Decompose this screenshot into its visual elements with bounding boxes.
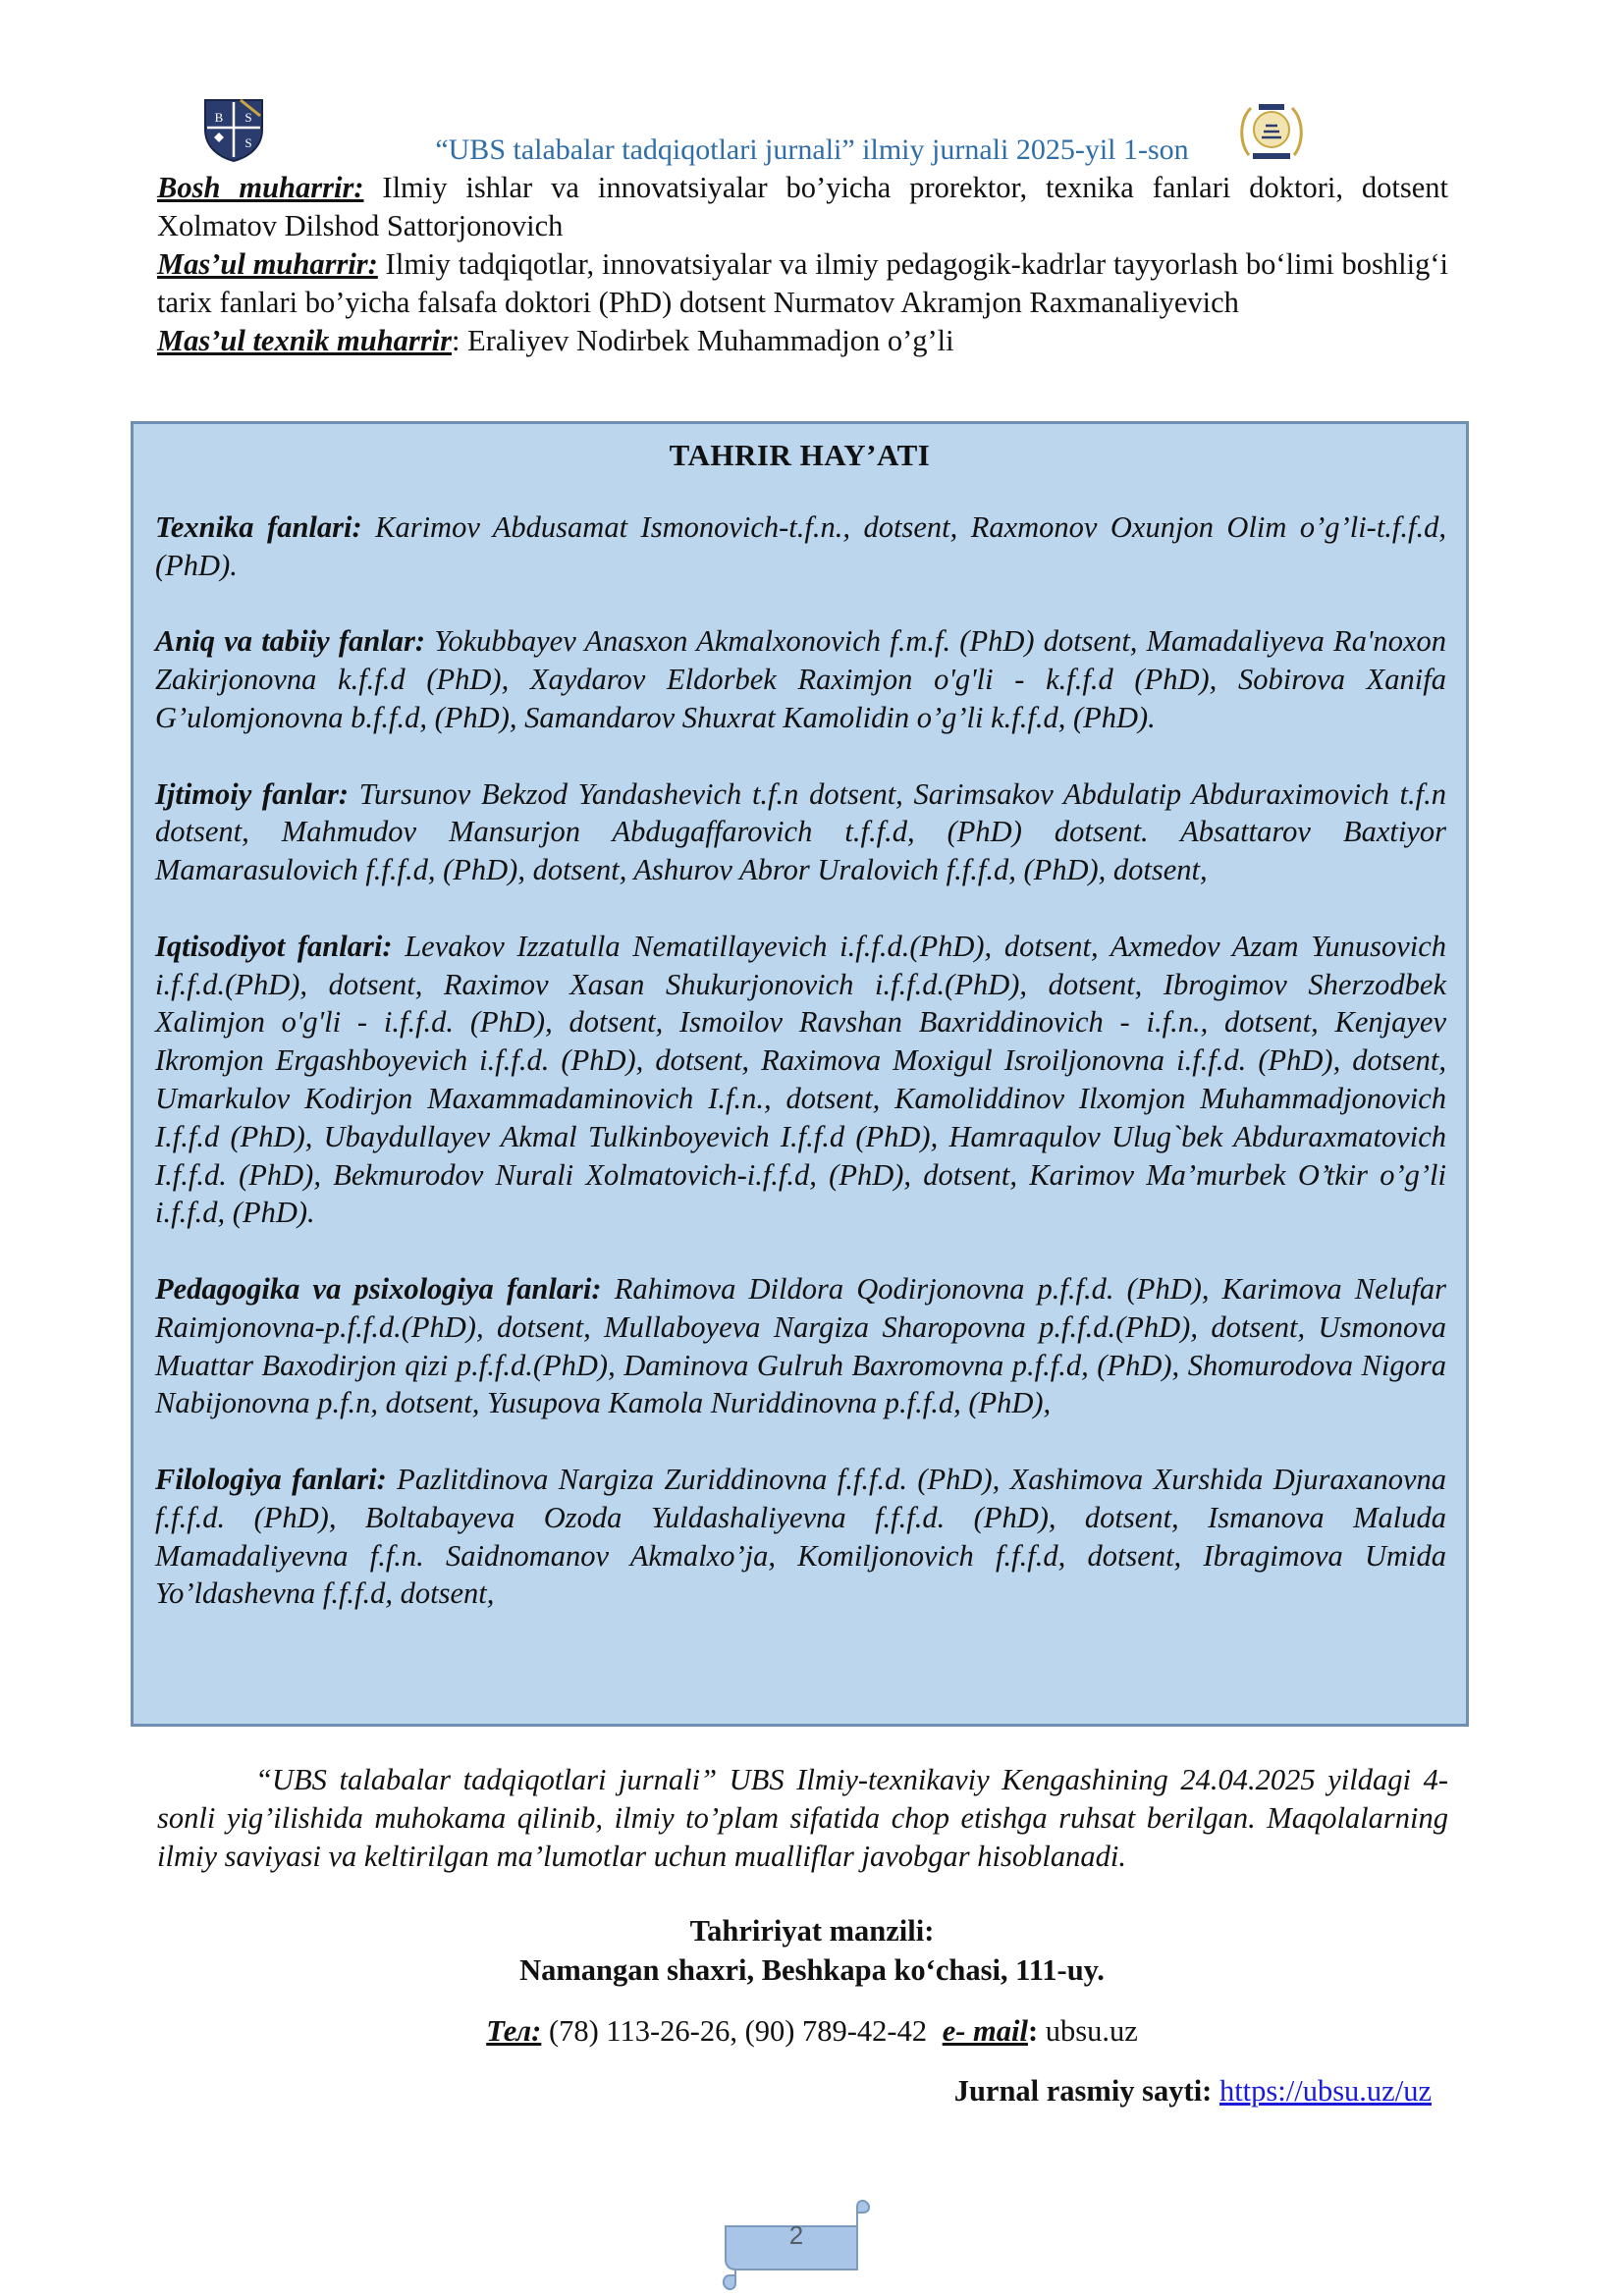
board-section — [155, 508, 1446, 585]
page-header — [0, 88, 1624, 177]
email-separator: : — [1027, 2014, 1039, 2048]
board-section-field: Texnika fanlari: — [155, 510, 362, 544]
address-line: Namangan shaxri, Beshkapa ko‘chasi, 111-uy. — [519, 1953, 1105, 1987]
board-section — [155, 622, 1446, 736]
phone-label: Тел: — [486, 2014, 542, 2048]
official-site-line — [954, 2074, 1432, 2109]
official-site-link[interactable]: https://ubsu.uz/uz — [1218, 2074, 1432, 2108]
managing-editor-text: Ilmiy tadqiqotlar, innovatsiyalar va ilmiy pedagogik-kadrlar tayyorlash bo‘limi boshlig‘i tarix fanlari bo’yicha falsafa doktori (PhD) dotsent Nurmatov Akramjon Raxmanaliyevich — [157, 247, 1448, 319]
editorial-board-sections — [155, 508, 1446, 1651]
board-section-field: Iqtisodiyot fanlari: — [155, 929, 393, 963]
technical-editor-text: : Eraliyev Nodirbek Muhammadjon o’g’li — [452, 324, 954, 357]
email-label: e- mail — [942, 2014, 1028, 2048]
board-section-members: Tursunov Bekzod Yandashevich t.f.n dotsent, Sarimsakov Abdulatip Abduraximovich t.f.n dotsent, Mahmudov Mansurjon Abdugaffarovich t.f.f.d, (PhD) dotsent. Absattarov Baxtiyor Mamarasulovich f.f.f.d, (PhD), dotsent, Ashurov Abror Uralovich f.f.f.d, (PhD), dotsent, — [155, 776, 1446, 887]
page-number: 2 — [788, 2220, 804, 2250]
editors-block — [157, 169, 1448, 360]
board-section-field: Ijtimoiy fanlar: — [155, 776, 350, 811]
board-section-members: Yokubbayev Anasxon Akmalxonovich f.m.f. (PhD) dotsent, Mamadaliyeva Ra'noxon Zakirjonovna k.f.f.d (PhD), Xaydarov Eldorbek Raximjon o'g'li - k.f.f.d (PhD), Sobirova Xanifa G’ulomjonovna b.f.f.d, (PhD), Samandarov Shuxrat Kamolidin o’g’li k.f.f.d, (PhD). — [155, 624, 1447, 734]
technical-editor-role: Mas’ul texnik muharrir — [157, 324, 453, 357]
board-section-members: Karimov Abdusamat Ismonovich-t.f.n., dotsent, Raxmonov Oxunjon Olim o’g’li-t.f.f.d, (PhD). — [155, 510, 1446, 582]
managing-editor-role: Mas’ul muharrir: — [157, 247, 378, 281]
email-value: ubsu.uz — [1038, 2014, 1138, 2048]
university-emblem-icon — [1235, 96, 1308, 163]
chief-editor-text: Ilmiy ishlar va innovatsiyalar bo’yicha prorektor, texnika fanlari doktori, dotsent Xolmatov Dilshod Sattorjonovich — [157, 171, 1448, 242]
logo-letter-b: B — [214, 110, 224, 125]
editorial-board-title: TAHRIR HAY’ATI — [669, 438, 931, 472]
approval-note: “UBS talabalar tadqiqotlari jurnali” UBS Ilmiy-texnikaviy Kengashining 24.04.2025 yildagi 4-sonli yig’ilishida muhokama qilinib, ilmiy to’plam sifatida chop etishga ruhsat berilgan. Maqolalarning ilmiy saviyasi va keltirilgan ma’lumotlar uchun mualliflar javobgar hisoblanadi. — [157, 1763, 1448, 1873]
logo-letter-s2: S — [244, 135, 252, 150]
chief-editor-role: Bosh muharrir: — [157, 171, 364, 204]
technical-editor — [157, 322, 1448, 360]
chief-editor — [157, 169, 1448, 245]
logo-letter-s1: S — [244, 110, 252, 125]
board-section — [155, 1461, 1446, 1613]
address-label: Tahririyat manzili: — [689, 1914, 935, 1948]
board-section-field: Pedagogika va psixologiya fanlari: — [155, 1271, 602, 1306]
editorial-board-box — [131, 421, 1469, 1727]
board-section-members: Rahimova Dildora Qodirjonovna p.f.f.d. (PhD), Karimova Nelufar Raimjonovna-p.f.f.d.(PhD), dotsent, Mullaboyeva Nargiza Sharopovna p.f.f.d.(PhD), dotsent, Usmonova Muattar Baxodirjon qizi p.f.f.d.(PhD), Daminova Gulruh Baxromovna p.f.f.d, (PhD), Shomurodova Nigora Nabijonovna p.f.n, dotsent, Yusupova Kamola Nuriddinovna p.f.f.d, (PhD), — [155, 1271, 1446, 1420]
board-section — [155, 775, 1446, 889]
journal-header-title: “UBS talabalar tadqiqotlari jurnali” ilmiy jurnali 2025-yil 1-son — [435, 133, 1189, 166]
phone-value: (78) 113-26-26, (90) 789-42-42 — [541, 2014, 928, 2048]
contact-line — [0, 2014, 1624, 2049]
board-section-members: Pazlitdinova Nargiza Zuriddinovna f.f.f.d. (PhD), Xashimova Xurshida Djuraxanovna f.f.f.d. (PhD), Boltabayeva Ozoda Yuldashaliyevna f.f.f.d. (PhD), dotsent, Ismanova Maluda Mamadaliyevna f.f.n. Saidnomanov Akmalxo’ja, Komiljonovich f.f.f.d, dotsent, Ibragimova Umida Yo’ldashevna f.f.f.d, dotsent, — [155, 1462, 1447, 1611]
board-section-field: Filologiya fanlari: — [155, 1462, 387, 1496]
board-section — [155, 1270, 1446, 1422]
board-section — [155, 928, 1446, 1232]
board-section-members: Levakov Izzatulla Nematillayevich i.f.f.d.(PhD), dotsent, Axmedov Azam Yunusovich i.f.f.d.(PhD), dotsent, Raximov Xasan Shukurjonovich i.f.f.d.(PhD), dotsent, Ibrogimov Sherzodbek Xalimjon o'g'li - i.f.f.d. (PhD), dotsent, Ismoilov Ravshan Baxriddinovich - i.f.n., dotsent, Kenjayev Ikromjon Ergashboyevich i.f.f.d. (PhD), dotsent, Raximova Moxigul Isroiljonovna i.f.f.d. (PhD), dotsent, Umarkulov Kodirjon Maxammadaminovich I.f.n., dotsent, Kamoliddinov Ilxomjon Muhammadjonovich I.f.f.d (PhD), Ubaydullayev Akmal Tulkinboyevich I.f.f.d (PhD), Hamraqulov Ulug`bek Abduraxmatovich I.f.f.d. (PhD), Bekmurodov Nurali Xolmatovich-i.f.f.d, (PhD), dotsent, Karimov Ma’murbek O’tkir o’g’li i.f.f.d, (PhD). — [155, 929, 1447, 1230]
managing-editor — [157, 245, 1448, 322]
board-section-field: Aniq va tabiiy fanlar: — [155, 624, 425, 659]
official-site-label: Jurnal rasmiy sayti: — [953, 2074, 1213, 2108]
